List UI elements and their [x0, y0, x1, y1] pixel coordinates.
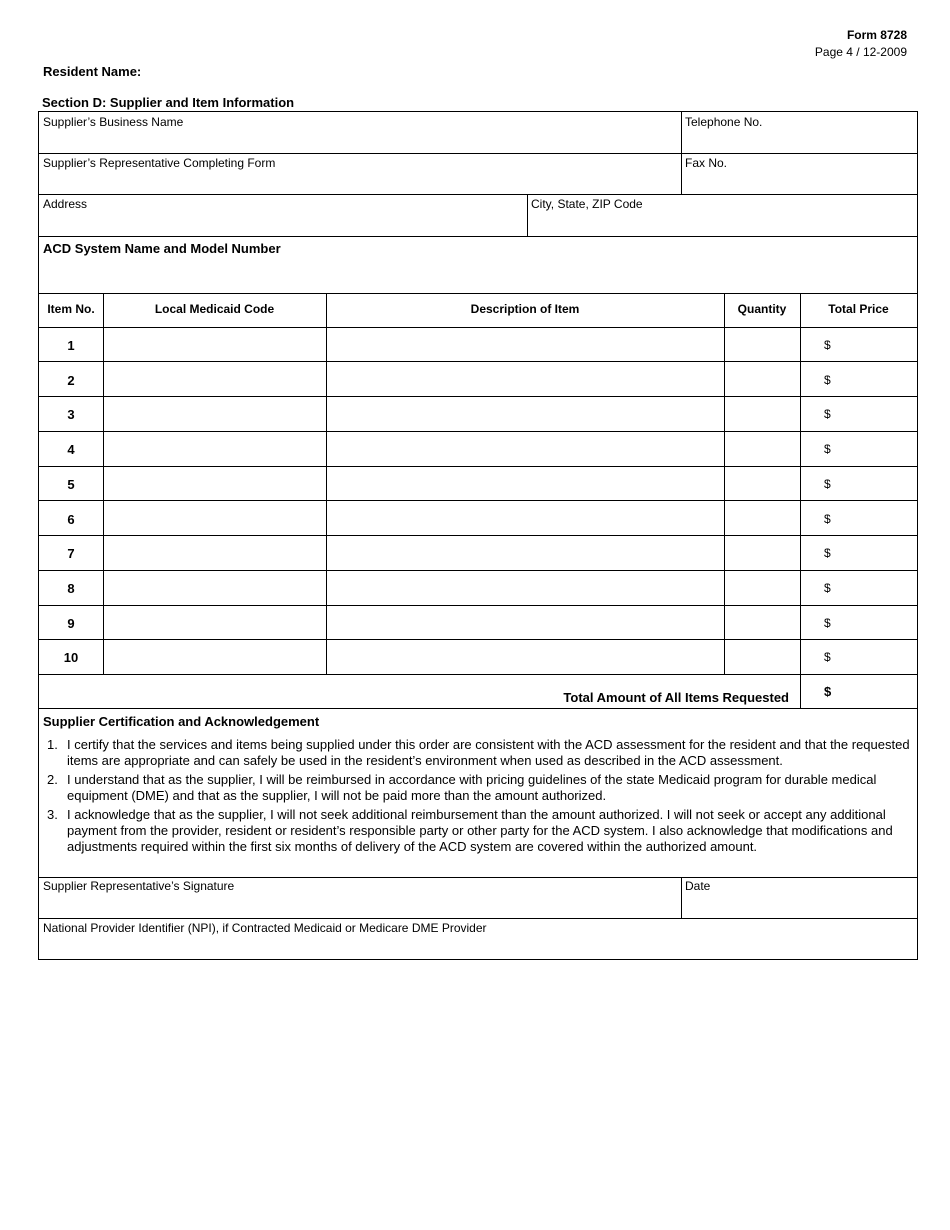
price-dollar: $ [824, 373, 831, 387]
header-total-price: Total Price [828, 302, 889, 316]
item-number: 8 [67, 581, 75, 596]
business-name-label: Supplier’s Business Name [43, 115, 184, 129]
certification-item [42, 807, 912, 855]
item-number: 1 [67, 338, 75, 353]
signature-label: Supplier Representative’s Signature [43, 879, 235, 893]
item-number: 2 [67, 373, 75, 388]
item-number: 9 [67, 616, 75, 631]
certification-item-number: 2. [47, 772, 58, 787]
price-dollar: $ [824, 650, 831, 664]
representative-label: Supplier’s Representative Completing Form [43, 156, 276, 170]
price-dollar: $ [824, 338, 831, 352]
item-number: 4 [67, 442, 75, 457]
page-info: Page 4 / 12-2009 [814, 45, 907, 59]
certification-item-number: 1. [47, 737, 58, 752]
acd-system-label: ACD System Name and Model Number [43, 241, 281, 256]
header-quantity: Quantity [737, 302, 787, 316]
certification-item-number: 3. [47, 807, 58, 822]
item-number: 3 [67, 407, 75, 422]
item-number: 6 [67, 512, 75, 527]
certification-item [42, 772, 912, 804]
price-dollar: $ [824, 407, 831, 421]
price-dollar: $ [824, 581, 831, 595]
telephone-label: Telephone No. [685, 115, 763, 129]
certification-list [42, 737, 912, 858]
header-description: Description of Item [470, 302, 580, 316]
total-dollar: $ [824, 684, 832, 699]
certification-item-text: I certify that the services and items being supplied under this order are consistent with the ACD assessment for the resident and that the requested items are appropriate and can safely be used in the resident’s environment when used as described in the ACD assessment. [67, 737, 910, 768]
section-title: Section D: Supplier and Item Information [42, 95, 295, 110]
form-number: Form 8728 [846, 28, 907, 42]
price-dollar: $ [824, 616, 831, 630]
date-label: Date [685, 879, 711, 893]
item-number: 5 [67, 477, 75, 492]
resident-name-label: Resident Name: [43, 64, 142, 79]
certification-item-text: I acknowledge that as the supplier, I will not seek additional reimbursement than the amount authorized. I will not seek or accept any additional payment from the provider, resident or resident’s responsible party or other party for the ACD system. I also acknowledge that modifications and adjustments required within the first six months of delivery of the ACD system are covered within the authorized amount. [67, 807, 893, 854]
fax-label: Fax No. [685, 156, 728, 170]
total-amount-label: Total Amount of All Items Requested [563, 690, 789, 705]
price-dollar: $ [824, 442, 831, 456]
city-state-zip-label: City, State, ZIP Code [531, 197, 643, 211]
header-item-no: Item No. [47, 302, 95, 316]
price-dollar: $ [824, 512, 831, 526]
certification-item-text: I understand that as the supplier, I will be reimbursed in accordance with pricing guidelines of the state Medicaid program for durable medical equipment (DME) and that as the supplier, I will not be paid more than the amount authorized. [67, 772, 877, 803]
item-number: 7 [67, 546, 75, 561]
npi-label: National Provider Identifier (NPI), if Contracted Medicaid or Medicare DME Provider [43, 921, 487, 935]
price-dollar: $ [824, 477, 831, 491]
header-local-medicaid-code: Local Medicaid Code [154, 302, 275, 316]
certification-title: Supplier Certification and Acknowledgement [43, 714, 320, 729]
address-label: Address [43, 197, 88, 211]
price-dollar: $ [824, 546, 831, 560]
certification-item [42, 737, 912, 769]
item-number: 10 [63, 650, 79, 665]
